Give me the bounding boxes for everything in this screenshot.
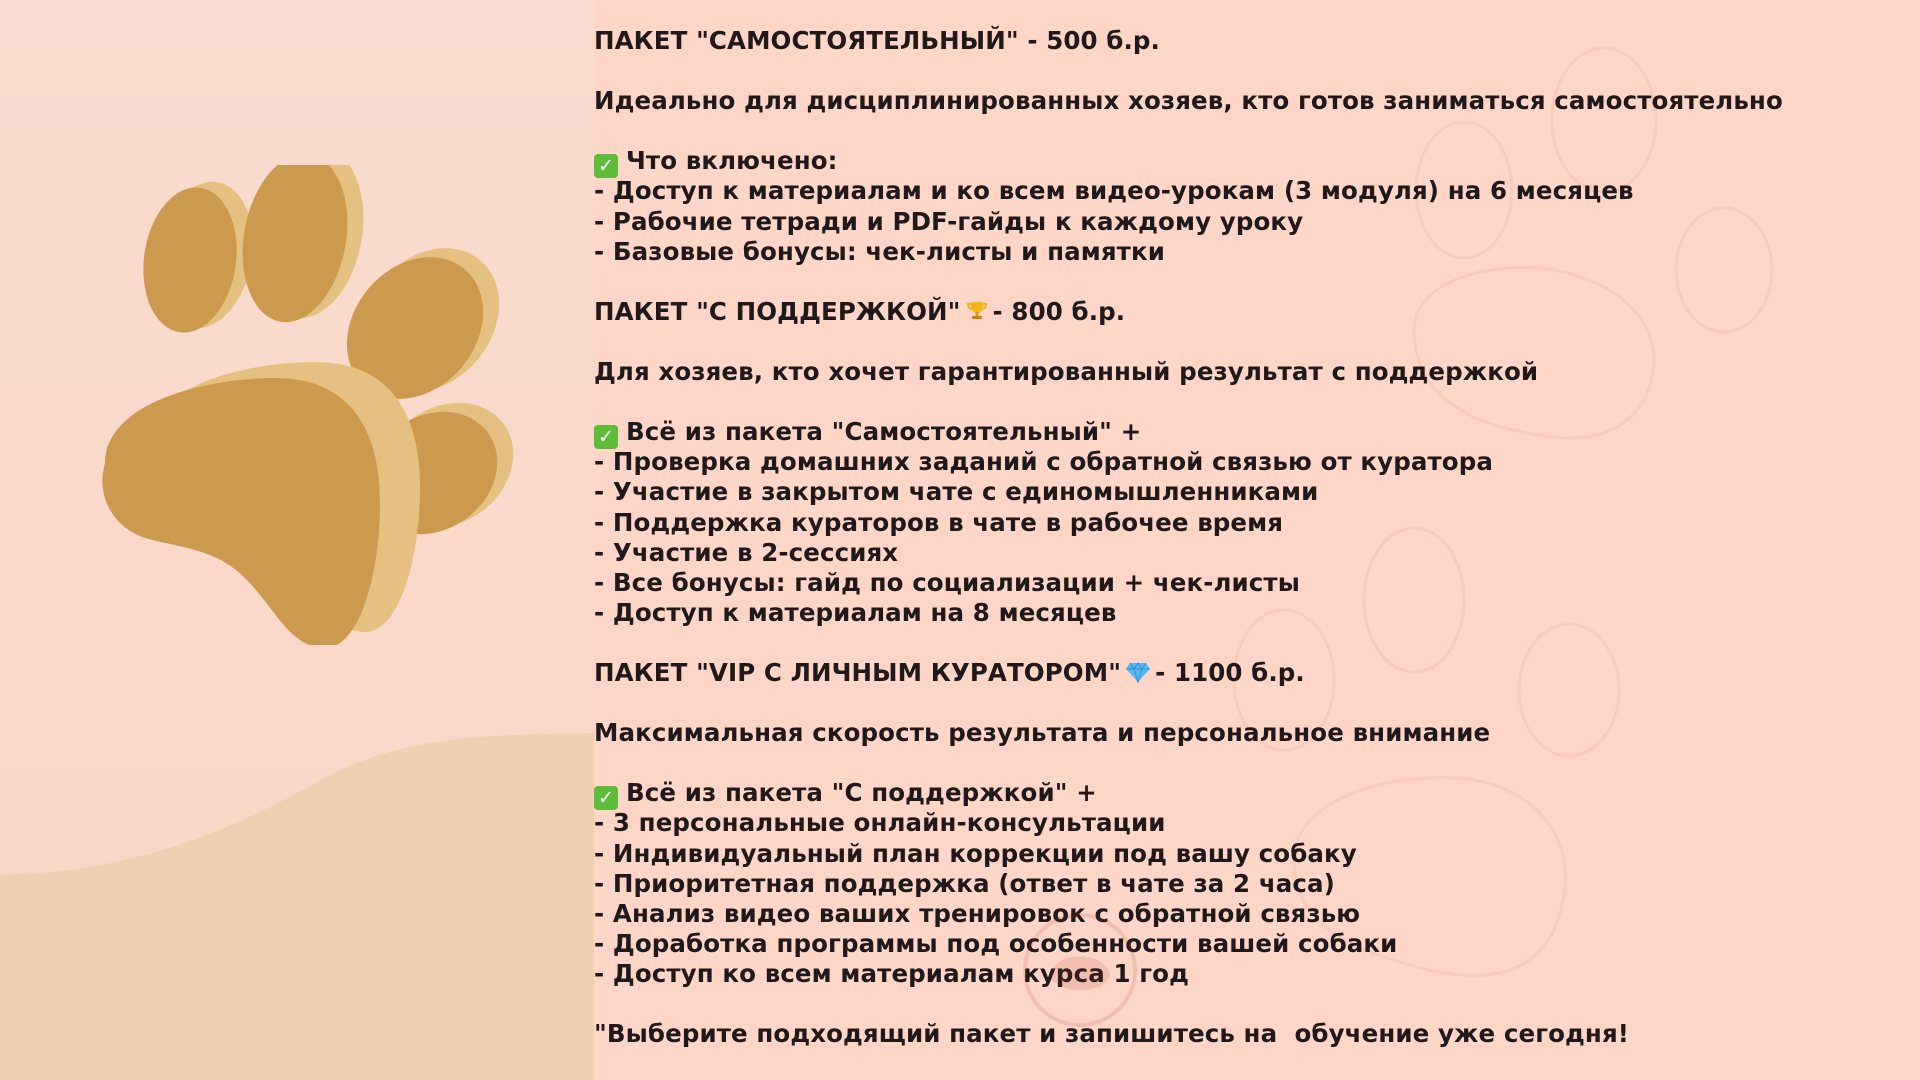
spacer xyxy=(594,748,1894,778)
list-item: - Приоритетная поддержка (ответ в чате за 2 часа) xyxy=(594,868,1335,898)
spacer xyxy=(594,116,1894,146)
package3-included xyxy=(594,778,1894,808)
list-item: - Доступ к материалам на 8 месяцев xyxy=(594,597,1117,627)
package2-included-label: Всё из пакета "Самостоятельный" + xyxy=(626,417,1142,447)
list-item: - Участие в 2-сессиях xyxy=(594,537,899,567)
list-item: - Участие в закрытом чате с единомышленниками xyxy=(594,477,1319,507)
package3-title-price: - 1100 б.р. xyxy=(1155,657,1305,687)
package2-title xyxy=(594,297,1894,327)
package1-included-label: Что включено: xyxy=(626,146,838,176)
check-mark-icon: ✓ xyxy=(594,154,618,178)
package1-included xyxy=(594,146,1894,176)
list-item: - Базовые бонусы: чек-листы и памятки xyxy=(594,236,1165,266)
list-item: - Доработка программы под особенности вашей собаки xyxy=(594,928,1398,958)
package1-description: Идеально для дисциплинированных хозяев, кто готов заниматься самостоятельно xyxy=(594,86,1783,116)
package3-title-name: ПАКЕТ "VIP С ЛИЧНЫМ КУРАТОРОМ" xyxy=(594,657,1122,687)
paw-print-icon xyxy=(95,165,520,645)
closing-call-to-action: "Выберите подходящий пакет и запишитесь на обучение уже сегодня! xyxy=(594,1019,1630,1049)
package2-included xyxy=(594,417,1894,447)
spacer xyxy=(594,387,1894,417)
left-decor-panel xyxy=(0,0,594,1080)
package2-title-name: ПАКЕТ "С ПОДДЕРЖКОЙ" xyxy=(594,296,961,326)
list-item: - Доступ к материалам и ко всем видео-урокам (3 модуля) на 6 месяцев xyxy=(594,176,1634,206)
spacer xyxy=(594,56,1894,86)
package2-title-price: - 800 б.р. xyxy=(992,296,1126,326)
watermark-logo xyxy=(1010,890,1430,1040)
trophy-icon xyxy=(965,299,989,323)
list-item: - Анализ видео ваших тренировок с обратной связью xyxy=(594,898,1361,928)
list-item: - Проверка домашних заданий с обратной связью от куратора xyxy=(594,447,1494,477)
list-item: - Индивидуальный план коррекции под вашу собаку xyxy=(594,838,1357,868)
list-item: - Доступ ко всем материалам курса 1 год xyxy=(594,958,1189,988)
check-mark-icon: ✓ xyxy=(594,425,618,449)
list-item: - Рабочие тетради и PDF-гайды к каждому уроку xyxy=(594,206,1304,236)
spacer xyxy=(594,267,1894,297)
gem-icon xyxy=(1125,660,1151,684)
list-item: - Все бонусы: гайд по социализации + чек-листы xyxy=(594,567,1300,597)
spacer xyxy=(594,628,1894,658)
list-item: - 3 персональные онлайн-консультации xyxy=(594,808,1166,838)
package1-title: ПАКЕТ "САМОСТОЯТЕЛЬНЫЙ" - 500 б.р. xyxy=(594,26,1160,55)
package3-included-label: Всё из пакета "С поддержкой" + xyxy=(626,778,1097,808)
check-mark-icon: ✓ xyxy=(594,786,618,810)
package3-description: Максимальная скорость результата и персональное внимание xyxy=(594,718,1491,748)
spacer xyxy=(594,688,1894,718)
spacer xyxy=(594,327,1894,357)
list-item: - Поддержка кураторов в чате в рабочее время xyxy=(594,507,1284,537)
package2-description: Для хозяев, кто хочет гарантированный результат с поддержкой xyxy=(594,357,1539,387)
package3-title xyxy=(594,658,1894,688)
